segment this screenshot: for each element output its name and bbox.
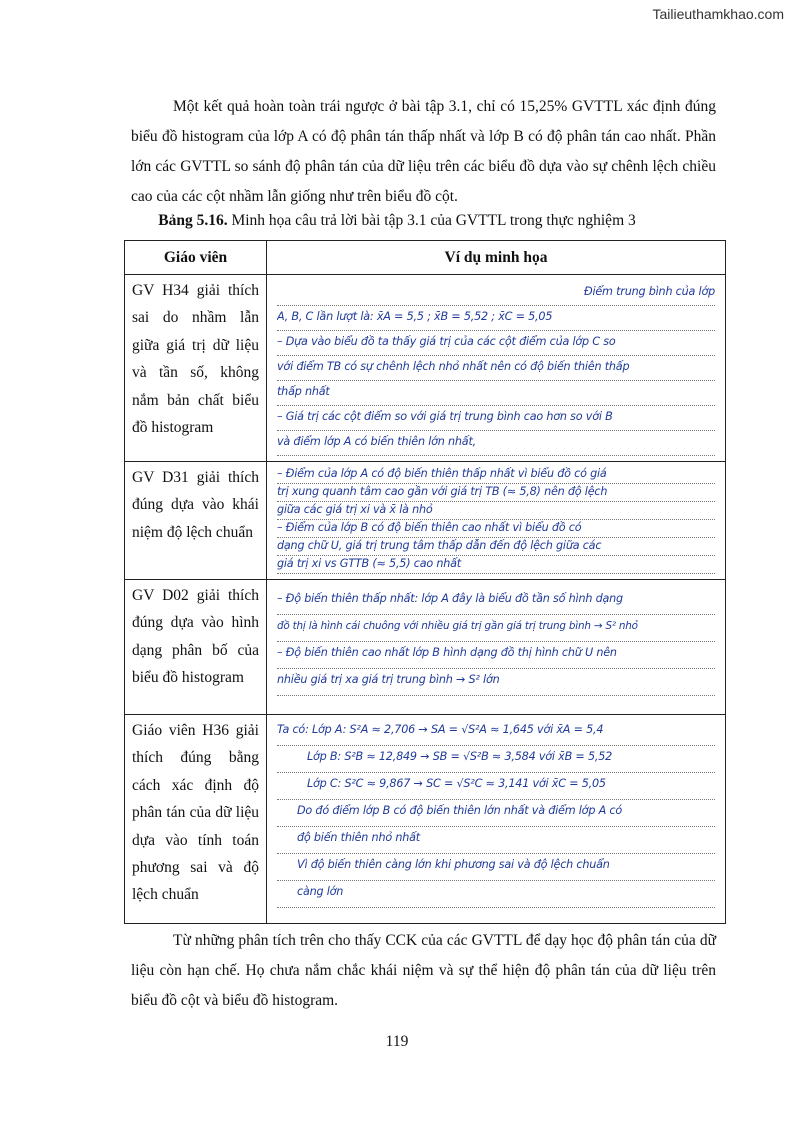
handwriting-line: dạng chữ U, giá trị trung tâm thấp dẫn đến độ lệch giữa các xyxy=(277,538,715,556)
handwritten-answer-image xyxy=(267,275,726,462)
handwriting-line: trị xung quanh tâm cao gần với giá trị TB (≈ 5,8) nên độ lệch xyxy=(277,484,715,502)
handwriting-line: và điểm lớp A có biến thiên lớn nhất, xyxy=(277,431,715,456)
teacher-cell: GV D31 giải thích đúng dựa vào khái niệm độ lệch chuẩn xyxy=(125,462,267,580)
handwritten-answer-image xyxy=(267,715,726,924)
handwriting-line: – Độ biến thiên thấp nhất: lớp A đây là biểu đồ tần số hình dạng xyxy=(277,588,715,615)
handwriting-line: giá trị xi vs GTTB (≈ 5,5) cao nhất xyxy=(277,556,715,574)
table-caption-label: Bảng 5.16. xyxy=(158,212,228,229)
header-example: Ví dụ minh họa xyxy=(267,241,726,275)
handwriting-line: – Độ biến thiên cao nhất lớp B hình dạng đồ thị hình chữ U nên xyxy=(277,642,715,669)
handwritten-answer-image xyxy=(267,462,726,580)
table-header-row xyxy=(125,241,726,275)
table-caption xyxy=(0,212,794,230)
closing-paragraph: Từ những phân tích trên cho thấy CCK của các GVTTL để dạy học độ phân tán của dữ liệu còn hạn chế. Họ chưa nắm chắc khái niệm và sự thể hiện độ phân tán của dữ liệu trên biểu đồ cột và biểu đồ histogram. xyxy=(131,932,716,1009)
table-row xyxy=(125,715,726,924)
table-caption-text: Minh họa câu trả lời bài tập 3.1 của GVTTL trong thực nghiệm 3 xyxy=(227,212,636,229)
teacher-cell: GV D02 giải thích đúng dựa vào hình dạng phân bố của biểu đồ histogram xyxy=(125,580,267,715)
handwriting-line: thấp nhất xyxy=(277,381,715,406)
handwriting-line: – Điểm của lớp A có độ biến thiên thấp nhất vì biểu đồ có giá xyxy=(277,466,715,484)
handwriting-line: – Điểm của lớp B có độ biến thiên cao nhất vì biểu đồ có xyxy=(277,520,715,538)
handwriting-line: A, B, C lần lượt là: x̄A = 5,5 ; x̄B = 5,52 ; x̄C = 5,05 xyxy=(277,306,715,331)
handwriting-line: độ biến thiên nhỏ nhất xyxy=(277,827,715,854)
handwriting-line: – Giá trị các cột điểm so với giá trị trung bình cao hơn so với B xyxy=(277,406,715,431)
table-row xyxy=(125,462,726,580)
teacher-cell: GV H34 giải thích sai do nhầm lẫn giữa giá trị dữ liệu và tần số, không nắm bản chất biểu đồ histogram xyxy=(125,275,267,462)
handwriting-line: Vì độ biến thiên càng lớn khi phương sai và độ lệch chuẩn xyxy=(277,854,715,881)
table-row xyxy=(125,580,726,715)
handwriting-line: với điểm TB có sự chênh lệch nhỏ nhất nên có độ biến thiên thấp xyxy=(277,356,715,381)
page-number: 119 xyxy=(385,1033,409,1050)
teacher-answers-table xyxy=(124,240,726,924)
handwriting-line: càng lớn xyxy=(277,881,715,908)
handwriting-line: nhiều giá trị xa giá trị trung bình → S² lớn xyxy=(277,669,715,696)
header-teacher: Giáo viên xyxy=(125,241,267,275)
intro-paragraph: Một kết quả hoàn toàn trái ngược ở bài tập 3.1, chỉ có 15,25% GVTTL xác định đúng biểu đồ histogram của lớp A có độ phân tán thấp nhất và lớp B có độ phân tán cao nhất. Phần lớn các GVTTL so sánh độ phân tán của dữ liệu trên các biểu đồ dựa vào sự chênh lệch chiều cao của các cột nhầm lẫn giống như trên biểu đồ cột. xyxy=(131,98,716,205)
handwriting-line: Lớp C: S²C ≈ 9,867 → SC = √S²C ≈ 3,141 với x̄C = 5,05 xyxy=(277,773,715,800)
handwriting-line: Điểm trung bình của lớp xyxy=(277,281,715,306)
handwriting-line: đồ thị là hình cái chuông với nhiều giá trị gần giá trị trung bình → S² nhỏ xyxy=(277,615,715,642)
handwriting-line: Ta có: Lớp A: S²A ≈ 2,706 → SA = √S²A ≈ 1,645 với x̄A = 5,4 xyxy=(277,719,715,746)
handwriting-line: Lớp B: S²B ≈ 12,849 → SB = √S²B ≈ 3,584 với x̄B = 5,52 xyxy=(277,746,715,773)
teacher-cell: Giáo viên H36 giải thích đúng bằng cách xác định độ phân tán của dữ liệu dựa vào tính toán phương sai và độ lệch chuẩn xyxy=(125,715,267,924)
handwriting-line: Do đó điểm lớp B có độ biến thiên lớn nhất và điểm lớp A có xyxy=(277,800,715,827)
watermark: Tailieuthamkhao.com xyxy=(652,6,784,22)
handwriting-line: giữa các giá trị xi và x̄ là nhỏ xyxy=(277,502,715,520)
handwriting-line: – Dựa vào biểu đồ ta thấy giá trị của các cột điểm của lớp C so xyxy=(277,331,715,356)
handwritten-answer-image xyxy=(267,580,726,715)
table-row xyxy=(125,275,726,462)
